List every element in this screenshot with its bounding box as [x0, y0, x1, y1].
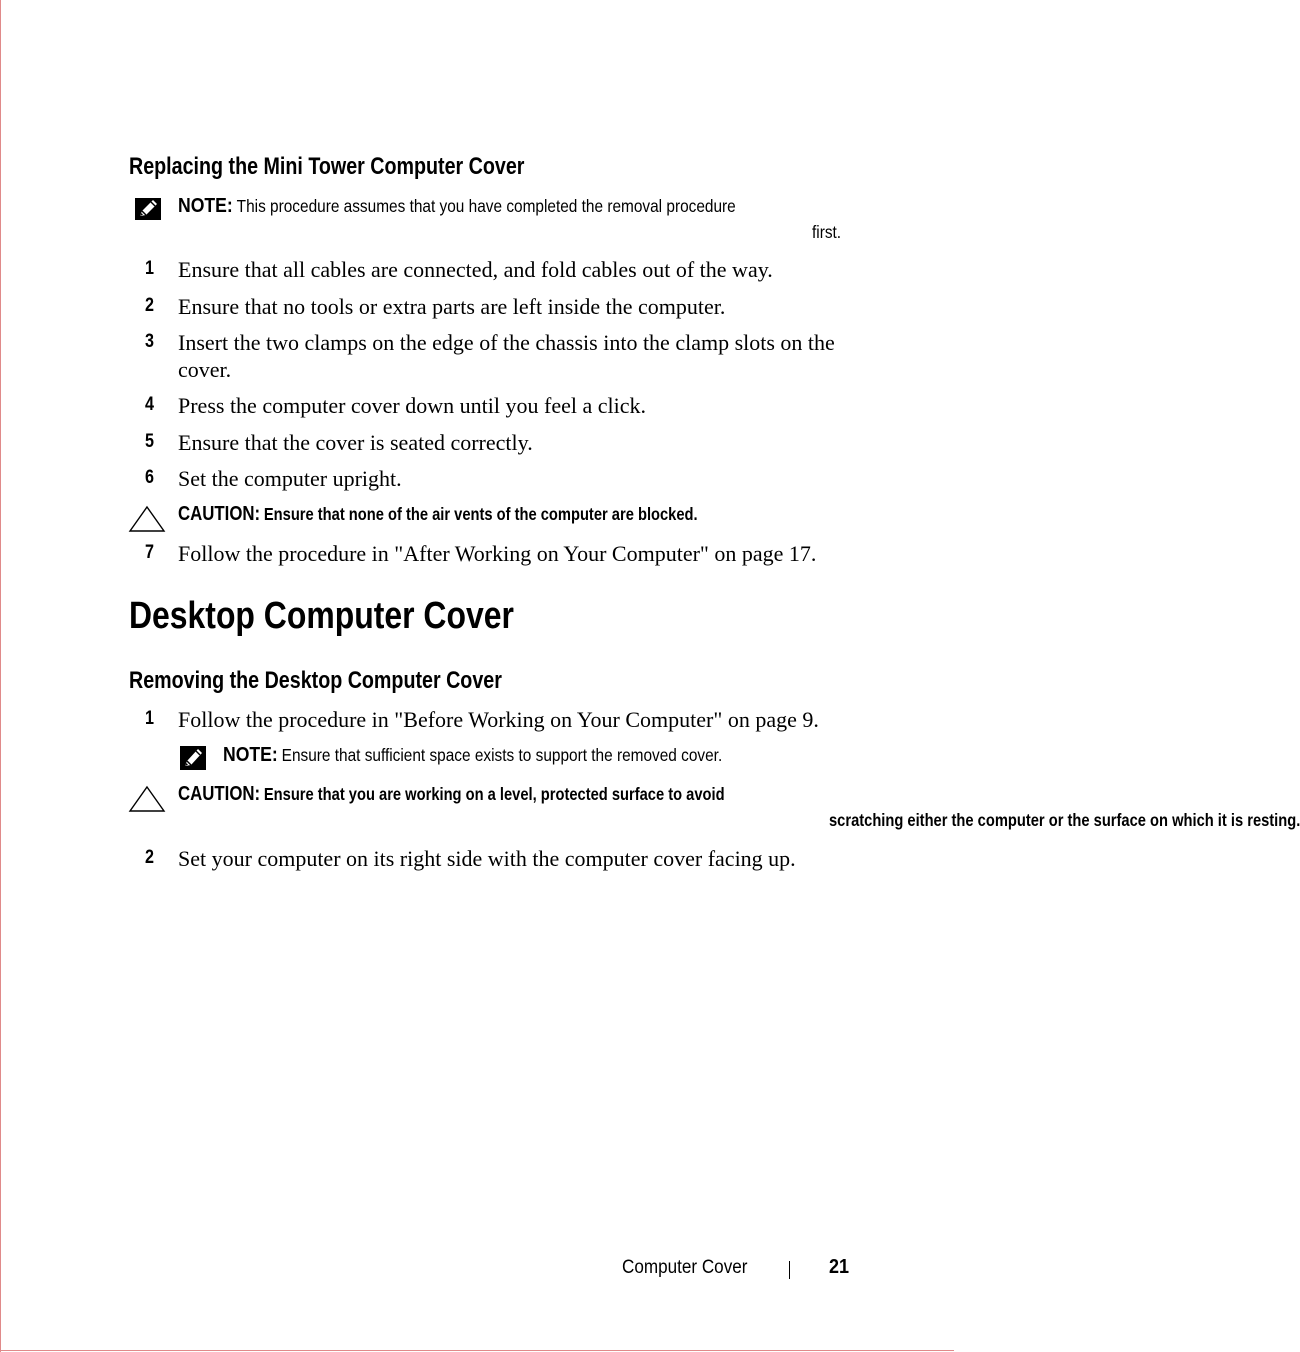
- step-number: 6: [145, 467, 154, 488]
- caution-triangle-icon: [128, 785, 166, 818]
- page-edge-left: [0, 0, 1, 1352]
- step-number: 4: [145, 394, 154, 415]
- step-text: Set the computer upright.: [178, 466, 402, 491]
- section-heading-removing: Removing the Desktop Computer Cover: [129, 667, 502, 694]
- step-number: 2: [145, 295, 154, 316]
- footer-separator: [789, 1261, 790, 1279]
- note-text: This procedure assumes that you have completed the removal procedure: [236, 196, 736, 216]
- note-label: NOTE:: [178, 195, 233, 217]
- section-heading-replacing: Replacing the Mini Tower Computer Cover: [129, 153, 525, 180]
- caution-text-cont: scratching either the computer or the surface on which it is resting.: [828, 810, 1300, 830]
- step-number: 3: [145, 331, 154, 352]
- step-text: Insert the two clamps on the edge of the chassis into the clamp slots on the: [178, 330, 835, 355]
- step-text: Ensure that no tools or extra parts are left inside the computer.: [178, 294, 726, 319]
- note-text-cont: first.: [811, 222, 841, 242]
- note-label: NOTE:: [223, 744, 278, 766]
- caution-text: Ensure that you are working on a level, protected surface to avoid: [263, 784, 725, 804]
- step-number: 1: [145, 258, 154, 279]
- step-text: Set your computer on its right side with the computer cover facing up.: [178, 846, 796, 871]
- step-text-cont: cover.: [178, 357, 232, 382]
- step-number: 2: [145, 847, 154, 868]
- step-number: 7: [145, 542, 154, 563]
- step-number: 1: [145, 708, 154, 729]
- step-text: Follow the procedure in "Before Working on Your Computer" on page 9.: [178, 707, 819, 732]
- note-text: Ensure that sufficient space exists to support the removed cover.: [281, 745, 723, 765]
- caution-text: Ensure that none of the air vents of the computer are blocked.: [263, 504, 698, 524]
- step-text: Ensure that the cover is seated correctly.: [178, 430, 533, 455]
- footer-page-number: 21: [829, 1256, 850, 1278]
- step-text: Press the computer cover down until you feel a click.: [178, 393, 646, 418]
- note-pencil-icon: [179, 745, 207, 776]
- note-pencil-icon: [134, 197, 162, 226]
- page-edge-bottom: [0, 1350, 954, 1351]
- caution-label: CAUTION:: [178, 783, 261, 805]
- step-text: Ensure that all cables are connected, and fold cables out of the way.: [178, 257, 773, 282]
- page-title-desktop-cover: Desktop Computer Cover: [129, 595, 514, 637]
- caution-label: CAUTION:: [178, 503, 261, 525]
- footer-chapter-title: Computer Cover: [622, 1257, 748, 1278]
- step-text: Follow the procedure in "After Working on Your Computer" on page 17.: [178, 541, 817, 566]
- step-number: 5: [145, 431, 154, 452]
- caution-triangle-icon: [128, 505, 166, 538]
